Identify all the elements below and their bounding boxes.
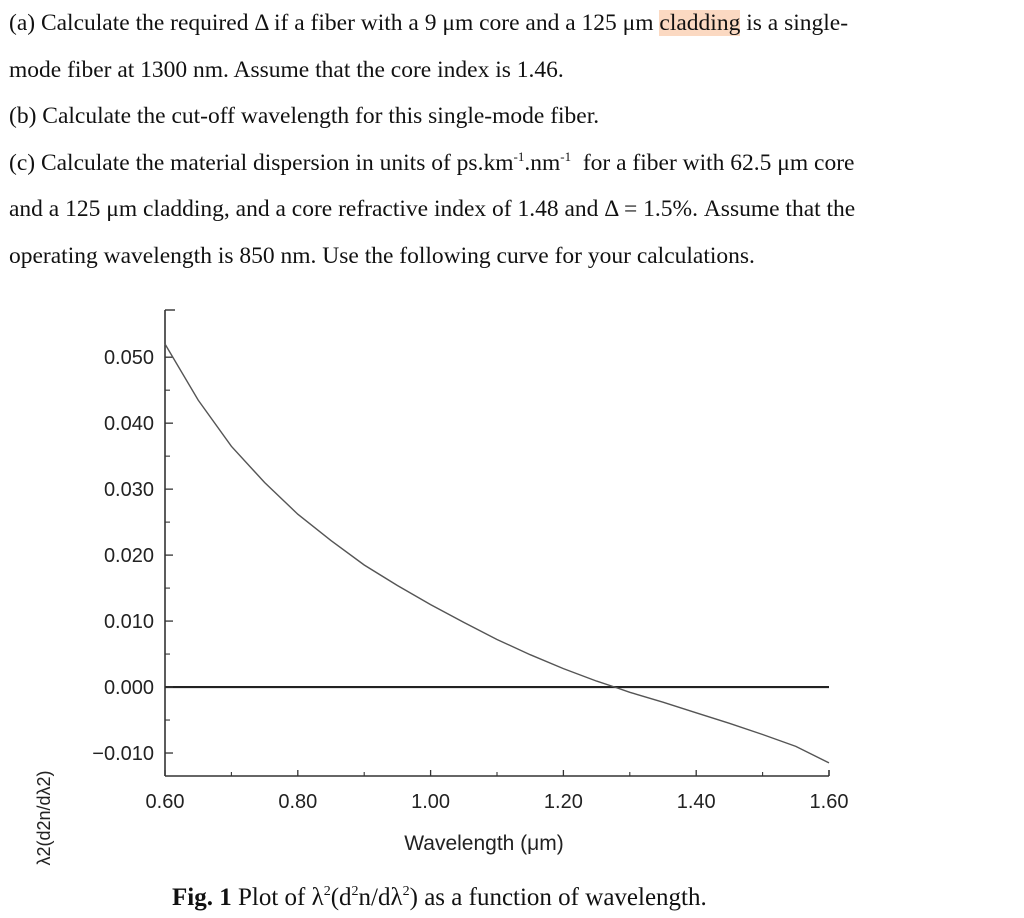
part-c-sup2: -1 [560,148,572,164]
x-tick-label: 1.60 [809,791,849,813]
x-tick-label: 1.00 [411,791,451,813]
chart-ticks [92,347,848,813]
caption-sup-1: 2 [323,884,331,899]
y-tick-label: 0.010 [103,611,154,634]
x-tick-label: 0.60 [145,791,185,813]
x-axis-label: Wavelength (μm) [404,832,564,855]
series-line [165,344,829,763]
part-c-sup1: -1 [513,148,525,164]
caption-sup-3: 2 [402,884,410,899]
caption-label: Fig. 1 [172,884,232,911]
x-tick-label: 1.20 [543,791,583,813]
y-tick-label: 0.040 [103,413,154,436]
y-tick-label: 0.030 [103,479,154,502]
part-c-tail: for a fiber with 62.5 μm core [571,149,855,176]
part-c-unit: .nm [524,149,561,176]
y-tick-label: 0.020 [103,545,154,568]
caption-text-2: (d [330,884,352,911]
highlighted-word: cladding [659,10,741,36]
part-c-line1 [9,140,1014,187]
chart-axes [165,310,829,776]
chart-marks [165,344,829,763]
dispersion-chart [0,290,1024,870]
y-tick-label: −0.010 [92,743,154,766]
part-c-text: (c) Calculate the material dispersion in units of ps.km [9,149,514,176]
figure-caption [172,884,707,912]
y-tick-label: 0.050 [103,347,154,370]
part-a-line2: mode fiber at 1300 nm. Assume that the core index is 1.46. [9,56,564,83]
caption-text-1: Plot of λ [231,884,324,911]
y-tick-label: 0.000 [103,677,154,700]
part-b: (b) Calculate the cut-off wavelength for this single-mode fiber. [9,103,600,130]
part-a-text: (a) Calculate the required Δ if a fiber with a 9 μm core and a 125 μm [9,10,660,36]
caption-text-3: n/dλ [358,884,403,911]
problem-text [9,0,1014,280]
part-c-line3: operating wavelength is 850 nm. Use the following curve for your calculations. [9,242,755,269]
y-axis-label: λ2(d2n/dλ2) [34,770,54,866]
x-tick-label: 1.40 [676,791,716,813]
caption-text-4: ) as a function of wavelength. [409,884,707,911]
caption-sup-2: 2 [351,884,359,899]
part-c-line2: and a 125 μm cladding, and a core refractive index of 1.48 and Δ = 1.5%. Assume that the [9,196,856,223]
part-a-line1 [9,0,1014,47]
x-tick-label: 0.80 [278,791,318,813]
part-a-suffix: is a single- [740,10,849,36]
